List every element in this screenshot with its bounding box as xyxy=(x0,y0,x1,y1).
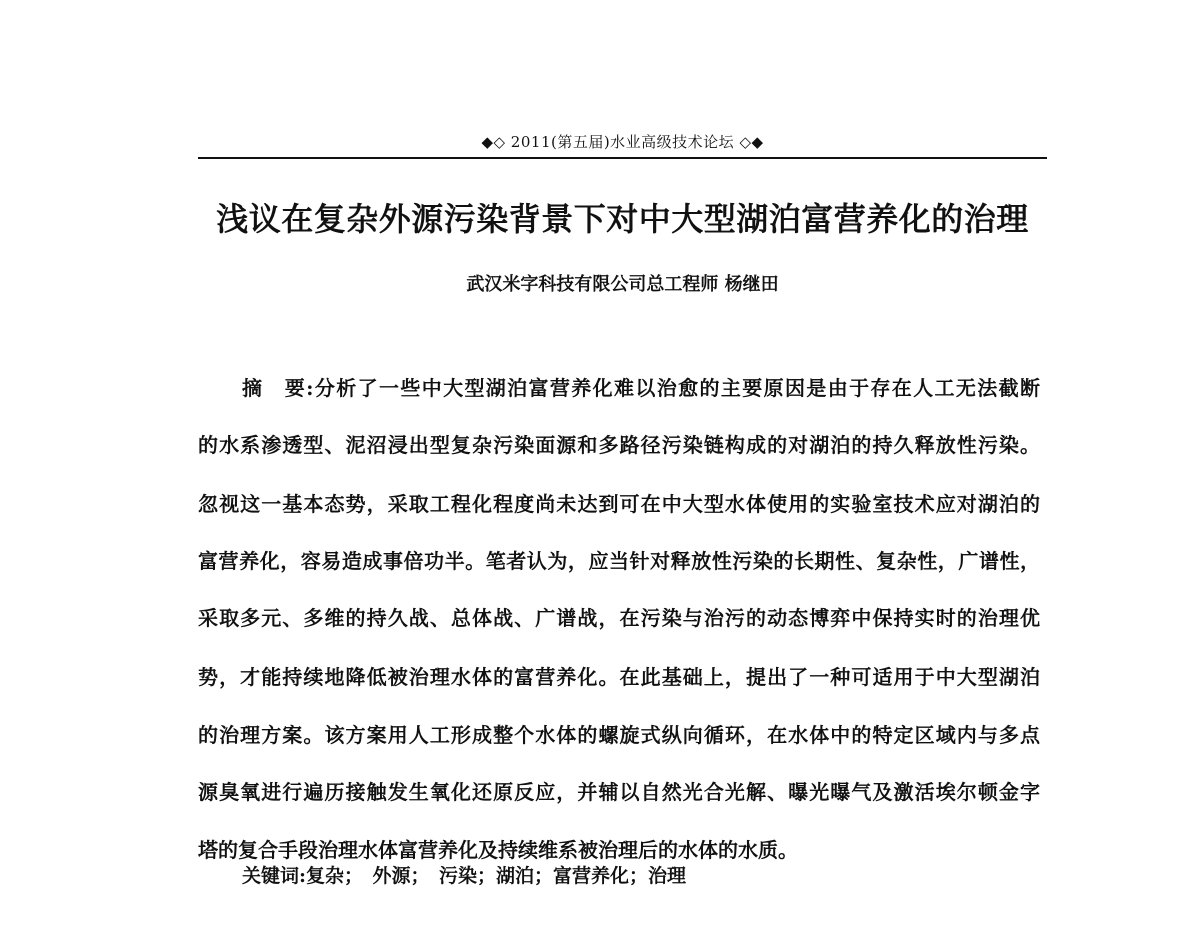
running-header: ◆◇ 2011(第五届)水业高级技术论坛 ◇◆ xyxy=(481,133,764,151)
abstract-line: 的治理方案。该方案用人工形成整个水体的螺旋式纵向循环，在水体中的特定区域内与多点 xyxy=(198,723,1040,747)
abstract-line: 采取多元、多维的持久战、总体战、广谱战，在污染与治污的动态博弈中保持实时的治理优 xyxy=(198,606,1040,630)
header-rule xyxy=(198,157,1047,159)
keywords xyxy=(242,861,686,888)
abstract-line xyxy=(242,375,1040,401)
abstract-line: 势，才能持续地降低被治理水体的富营养化。在此基础上，提出了一种可适用于中大型湖泊 xyxy=(198,665,1040,689)
keywords-value: 复杂； 外源； 污染；湖泊；富营养化；治理 xyxy=(306,865,687,887)
paper-author: 武汉米字科技有限公司总工程师 杨继田 xyxy=(466,274,779,295)
abstract-line: 富营养化，容易造成事倍功半。笔者认为，应当针对释放性污染的长期性、复杂性，广谱性， xyxy=(198,549,1040,573)
abstract-text: 分析了一些中大型湖泊富营养化难以治愈的主要原因是由于存在人工无法截断 xyxy=(313,376,1041,400)
abstract-label: 摘 要: xyxy=(242,376,314,400)
abstract-line: 源臭氧进行遍历接触发生氧化还原反应，并辅以自然光合光解、曝光曝气及激活埃尔顿金字 xyxy=(198,780,1040,804)
keywords-label: 关键词: xyxy=(242,865,307,887)
paper-title: 浅议在复杂外源污染背景下对中大型湖泊富营养化的治理 xyxy=(216,200,1029,238)
abstract-line: 塔的复合手段治理水体富营养化及持续维系被治理后的水体的水质。 xyxy=(198,838,798,862)
abstract-line: 忽视这一基本态势，采取工程化程度尚未达到可在中大型水体使用的实验室技术应对湖泊的 xyxy=(198,492,1040,516)
abstract-line: 的水系渗透型、泥沼浸出型复杂污染面源和多路径污染链构成的对湖泊的持久释放性污染。 xyxy=(198,433,1040,457)
